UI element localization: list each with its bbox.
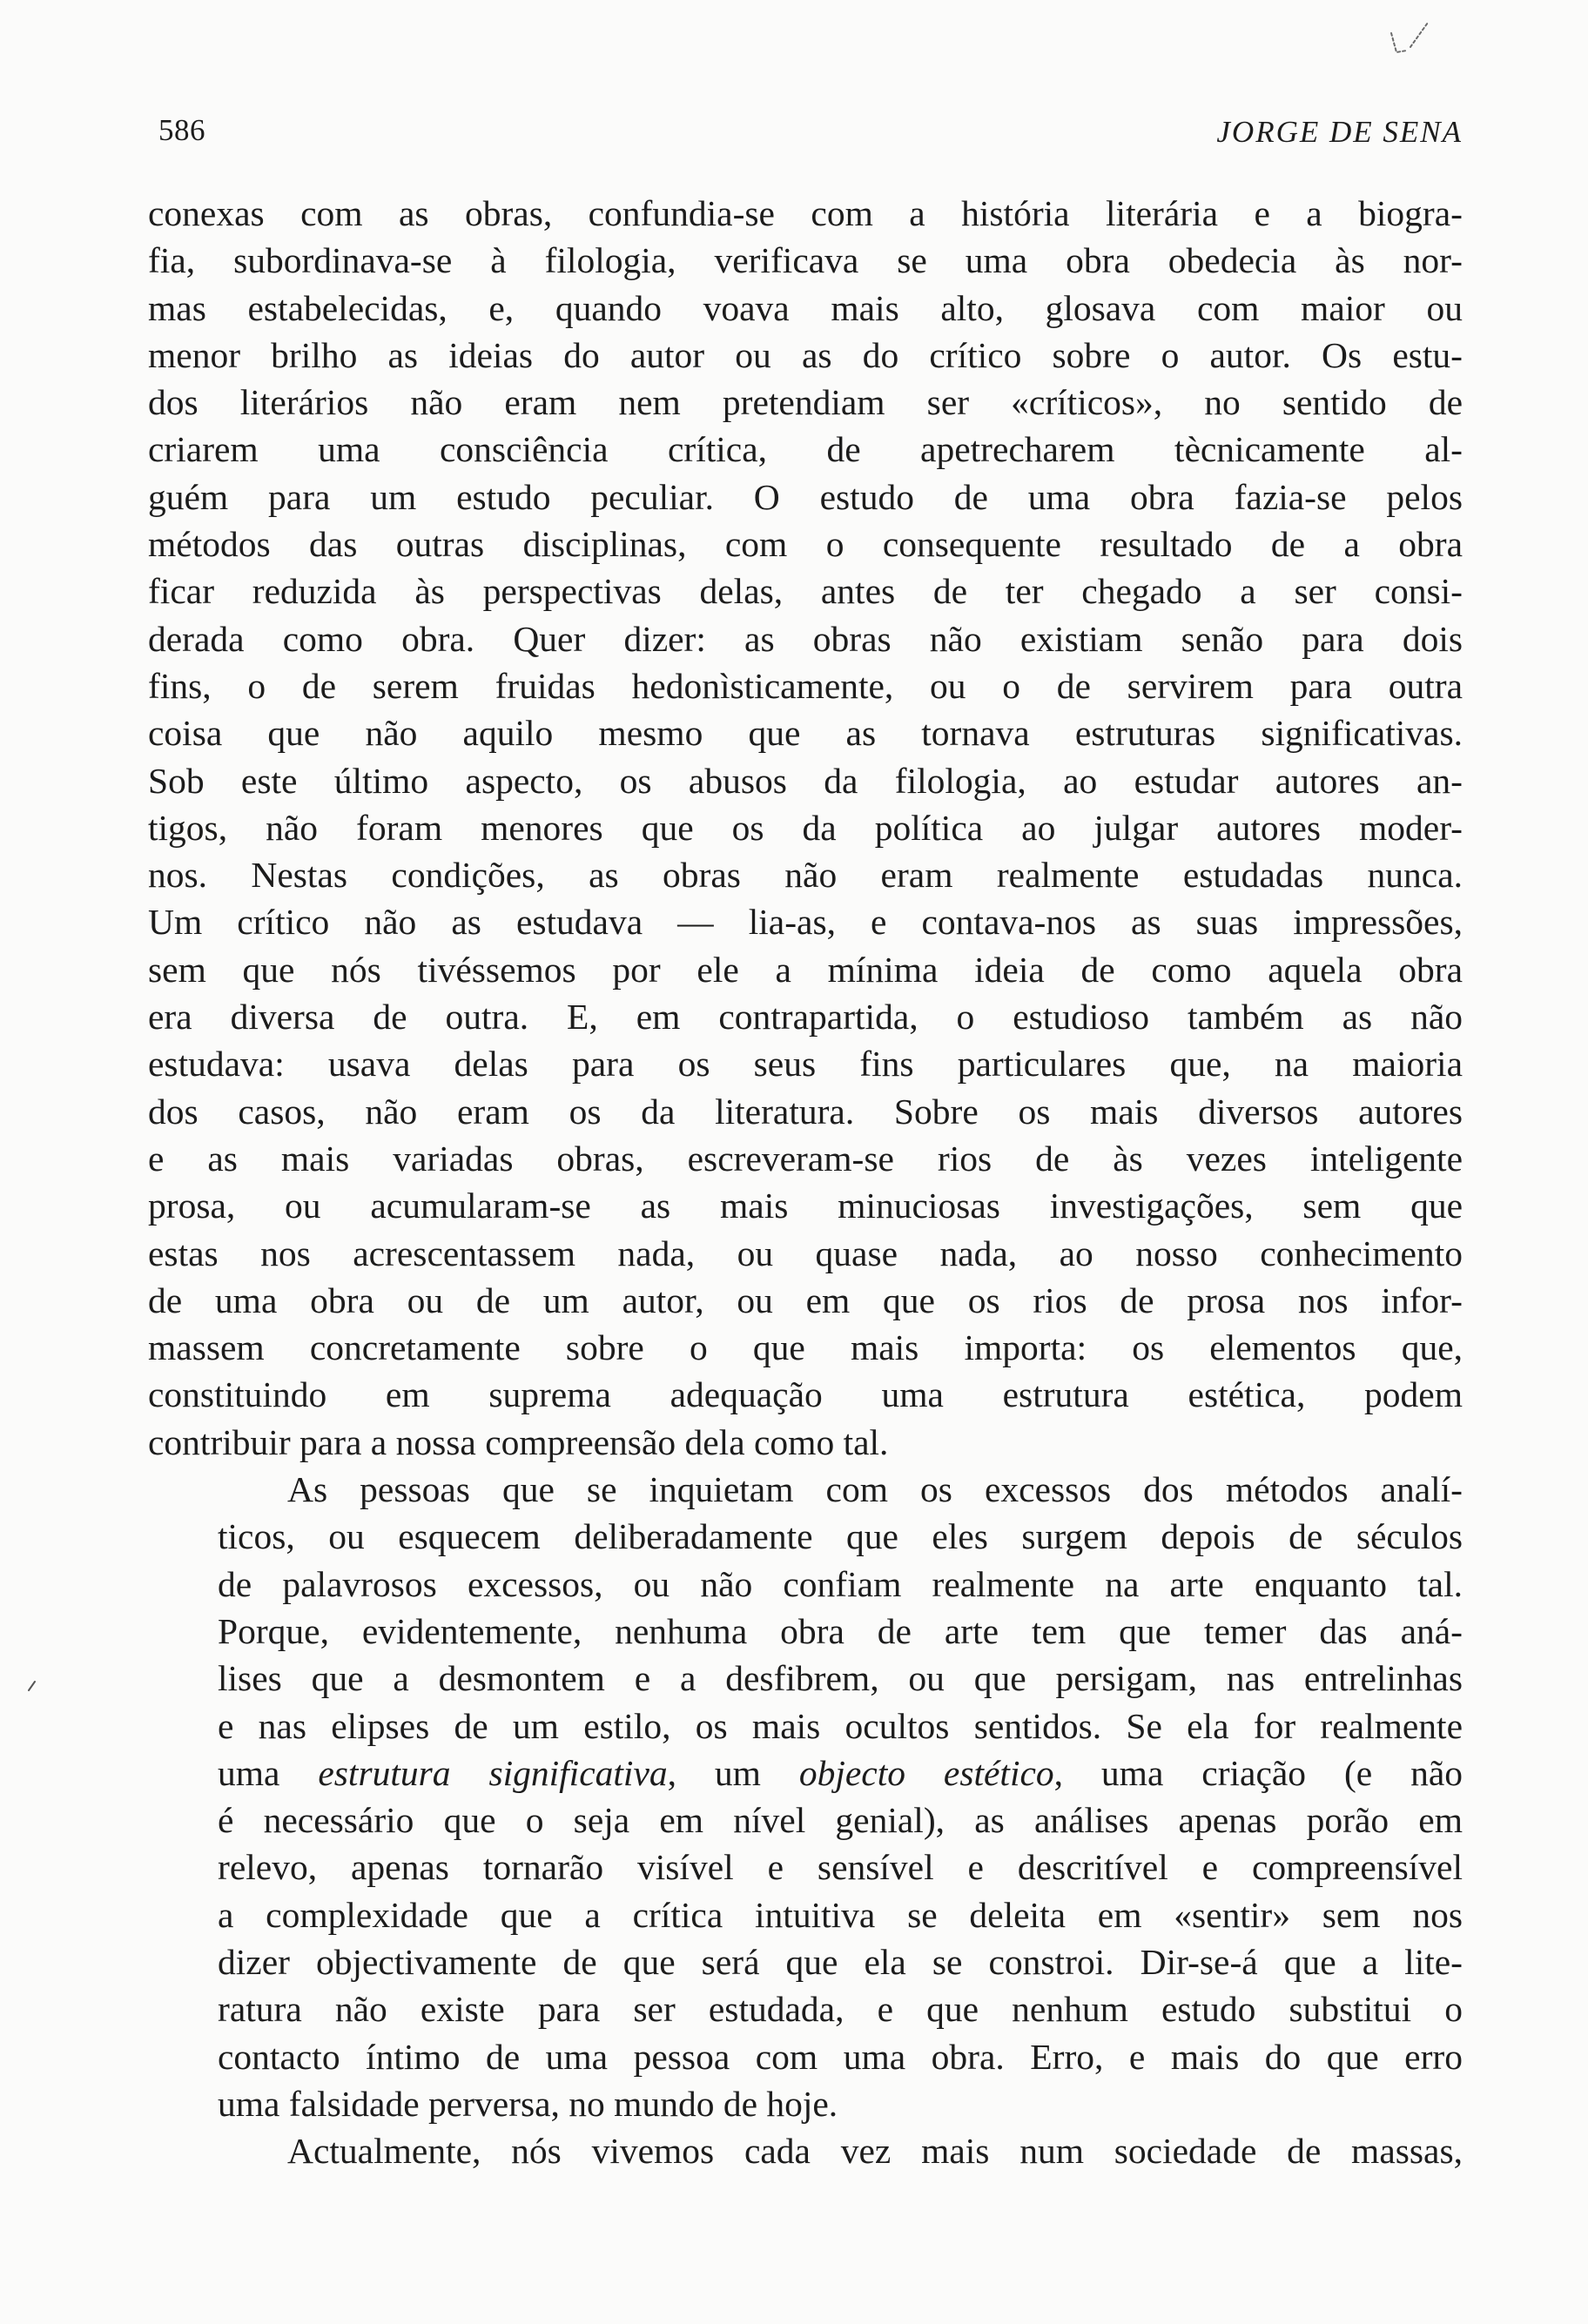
text-line: coisa que não aquilo mesmo que as tornava estruturas significativas. — [148, 713, 1463, 754]
text-line: ticos, ou esquecem deliberadamente que eles surgem depois de séculos — [218, 1516, 1463, 1557]
running-head — [158, 113, 1463, 165]
margin-pencil-tick — [26, 1680, 37, 1692]
text-line: e as mais variadas obras, escreveram-se rios de às vezes inteligente — [148, 1138, 1463, 1179]
italic-term: estrutura significativa — [318, 1752, 668, 1793]
text-line: Um crítico não as estudava — lia-as, e contava-nos as suas impressões, — [148, 902, 1463, 943]
text-line: de palavrosos excessos, ou não confiam realmente na arte enquanto tal. — [218, 1563, 1463, 1604]
text-line: massem concretamente sobre o que mais importa: os elementos que, — [148, 1327, 1463, 1368]
text-line: ficar reduzida às perspectivas delas, antes de ter chegado a ser consi- — [148, 571, 1463, 612]
text-line: contacto íntimo de uma pessoa com uma obra. Erro, e mais do que erro — [218, 2036, 1463, 2077]
text-line: relevo, apenas tornarão visível e sensível e descritível e compreensível — [218, 1847, 1463, 1888]
text-line: mas estabelecidas, e, quando voava mais alto, glosava com maior ou — [148, 287, 1463, 328]
text-fragment: uma — [218, 1752, 319, 1793]
text-line: de uma obra ou de um autor, ou em que os rios de prosa nos infor- — [148, 1280, 1463, 1320]
text-line: sem que nós tivéssemos por ele a mínima ideia de como aquela obra — [148, 949, 1463, 990]
text-line — [148, 2127, 1463, 2174]
text-line: guém para um estudo peculiar. O estudo de uma obra fazia-se pelos — [148, 476, 1463, 517]
text-line: derada como obra. Quer dizer: as obras não existiam senão para dois — [148, 618, 1463, 659]
text-line: dos casos, não eram os da literatura. Sobre os mais diversos autores — [148, 1091, 1463, 1132]
text-line: uma falsidade perversa, no mundo de hoje. — [218, 2083, 838, 2124]
text-line: dizer objectivamente de que será que ela se constroi. Dir-se-á que a lite- — [218, 1941, 1463, 1982]
italic-term: objecto estético — [798, 1752, 1054, 1793]
running-title: JORGE DE SENA — [1216, 115, 1463, 149]
text-line: Sob este último aspecto, os abusos da filologia, ao estudar autores an- — [148, 760, 1463, 801]
text-line: contribuir para a nossa compreensão dela como tal. — [148, 1421, 889, 1462]
text-line-with-italics — [148, 1750, 1463, 1797]
paragraph-1 — [148, 190, 1463, 1466]
text-line: criarem uma consciência crítica, de apetrecharem tècnicamente al- — [148, 429, 1463, 470]
text-fragment: , uma criação (e não — [1053, 1752, 1464, 1793]
text-line — [148, 1466, 1463, 1513]
paragraph-2 — [148, 1466, 1463, 2127]
text-line: prosa, ou acumularam-se as mais minuciosas investigações, sem que — [148, 1186, 1463, 1226]
text-line: Porque, evidentemente, nenhuma obra de arte tem que temer das aná- — [218, 1610, 1463, 1651]
text-line-content: Actualmente, nós vivemos cada vez mais num sociedade de massas, — [287, 2131, 1463, 2172]
text-line: menor brilho as ideias do autor ou as do crítico sobre o autor. Os estu- — [148, 334, 1463, 375]
text-line: estudava: usava delas para os seus fins particulares que, na maioria — [148, 1044, 1463, 1085]
text-line-content: As pessoas que se inquietam com os excessos dos métodos analí- — [287, 1469, 1463, 1510]
text-line: e nas elipses de um estilo, os mais ocultos sentidos. Se ela for realmente — [218, 1705, 1463, 1746]
text-line: lises que a desmontem e a desfibrem, ou que persigam, nas entrelinhas — [218, 1658, 1463, 1699]
text-line: tigos, não foram menores que os da política ao julgar autores moder- — [148, 807, 1463, 848]
text-line: nos. Nestas condições, as obras não eram realmente estudadas nunca. — [148, 855, 1463, 896]
text-line: estas nos acrescentassem nada, ou quase nada, ao nosso conhecimento — [148, 1233, 1463, 1273]
text-line: era diversa de outra. E, em contrapartida, o estudioso também as não — [148, 997, 1463, 1038]
text-line: ratura não existe para ser estudada, e que nenhum estudo substitui o — [218, 1989, 1463, 2030]
text-fragment: , um — [667, 1752, 799, 1793]
pencil-check-mark — [1384, 16, 1437, 59]
paragraph-3 — [148, 2127, 1463, 2174]
text-line: conexas com as obras, confundia-se com a história literária e a biogra- — [148, 193, 1463, 233]
page-number: 586 — [158, 113, 205, 147]
text-line: fia, subordinava-se à filologia, verificava se uma obra obedecia às nor- — [148, 240, 1463, 281]
text-line: constituindo em suprema adequação uma estrutura estética, podem — [148, 1374, 1463, 1415]
text-line: fins, o de serem fruidas hedonìsticamente, ou o de servirem para outra — [148, 665, 1463, 706]
text-line: a complexidade que a crítica intuitiva se deleita em «sentir» sem nos — [218, 1894, 1463, 1935]
text-line: é necessário que o seja em nível genial), as análises apenas porão em — [218, 1800, 1463, 1841]
text-line: métodos das outras disciplinas, com o consequente resultado de a obra — [148, 524, 1463, 565]
body-text — [148, 190, 1463, 2174]
text-line: dos literários não eram nem pretendiam ser «críticos», no sentido de — [148, 382, 1463, 423]
